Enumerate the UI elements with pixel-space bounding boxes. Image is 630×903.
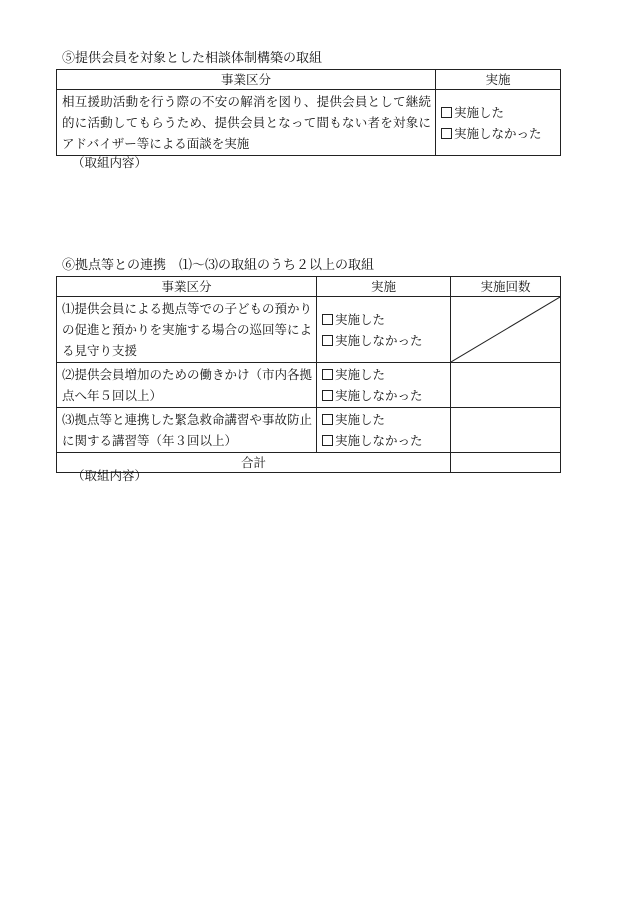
section6-row-2-option-done[interactable]: [322, 364, 446, 385]
section5-note: （取組内容）: [72, 155, 148, 170]
section5-option-not-done-label: 実施しなかった: [454, 125, 542, 141]
section5-header-row: [57, 70, 561, 90]
checkbox-icon[interactable]: [322, 435, 333, 446]
section5-table: [56, 69, 561, 156]
section6-total-label: 合計: [57, 453, 451, 473]
section6-row-3-option-done-label: 実施した: [335, 412, 386, 427]
section5-row-options: [436, 90, 561, 156]
section6-header-category: 事業区分: [57, 277, 317, 297]
section6-row-1-option-done[interactable]: [322, 309, 446, 330]
section6-row-1-count-na: [451, 297, 561, 363]
section5-header-category: 事業区分: [57, 70, 436, 90]
section6-row-3-option-not-done-label: 実施しなかった: [335, 433, 423, 448]
checkbox-icon[interactable]: [322, 314, 333, 325]
checkbox-icon[interactable]: [322, 369, 333, 380]
section6-row-1-option-not-done[interactable]: [322, 330, 446, 351]
section6-header-count: 実施回数: [451, 277, 561, 297]
section6-table: [56, 276, 561, 473]
section5-option-done-label: 実施した: [454, 104, 505, 120]
section6-row-3-count[interactable]: [451, 408, 561, 453]
section6-header-implementation: 実施: [317, 277, 451, 297]
section6-row-2-option-not-done[interactable]: [322, 385, 446, 406]
section6-header-row: [57, 277, 561, 297]
diagonal-strike-icon: [451, 297, 560, 362]
section6-title: ⑥拠点等との連携 ⑴～⑶の取組のうち２以上の取組: [62, 258, 375, 273]
section5-title: ⑤提供会員を対象とした相談体制構築の取組: [62, 51, 323, 66]
section6-row-2-option-not-done-label: 実施しなかった: [335, 388, 423, 403]
section6-row-2-option-done-label: 実施した: [335, 367, 386, 382]
section5-row: [57, 90, 561, 156]
section5-option-done[interactable]: [441, 102, 556, 123]
section6-row-1-option-not-done-label: 実施しなかった: [335, 332, 423, 348]
checkbox-icon[interactable]: [441, 128, 452, 139]
section6-row-3: [57, 408, 561, 453]
checkbox-icon[interactable]: [322, 335, 333, 346]
section5-row-description: 相互援助活動を行う際の不安の解消を図り、提供会員として継続的に活動してもらうため、提供会員となって間もない者を対象にアドバイザー等による面談を実施: [57, 90, 436, 156]
section6-row-3-description: ⑶拠点等と連携した緊急救命講習や事故防止に関する講習等（年３回以上）: [57, 408, 317, 453]
section6-row-3-option-not-done[interactable]: [322, 430, 446, 451]
section5-option-not-done[interactable]: [441, 123, 556, 144]
section6-row-1-options: [317, 297, 451, 363]
section6-row-3-options: [317, 408, 451, 453]
section6-row-2: [57, 363, 561, 408]
section6-row-2-options: [317, 363, 451, 408]
section6-note: （取組内容）: [72, 468, 148, 483]
section6-total-value[interactable]: [451, 453, 561, 473]
checkbox-icon[interactable]: [322, 414, 333, 425]
section6-row-1-option-done-label: 実施した: [335, 311, 386, 327]
section6-row-3-option-done[interactable]: [322, 409, 446, 430]
section6-row-2-description: ⑵提供会員増加のための働きかけ（市内各拠点へ年５回以上）: [57, 363, 317, 408]
checkbox-icon[interactable]: [441, 107, 452, 118]
section6-row-2-count[interactable]: [451, 363, 561, 408]
checkbox-icon[interactable]: [322, 390, 333, 401]
section6-row-1: [57, 297, 561, 363]
section5-header-implementation: 実施: [436, 70, 561, 90]
section6-row-1-description: ⑴提供会員による拠点等での子どもの預かりの促進と預かりを実施する場合の巡回等による見守り支援: [57, 297, 317, 363]
